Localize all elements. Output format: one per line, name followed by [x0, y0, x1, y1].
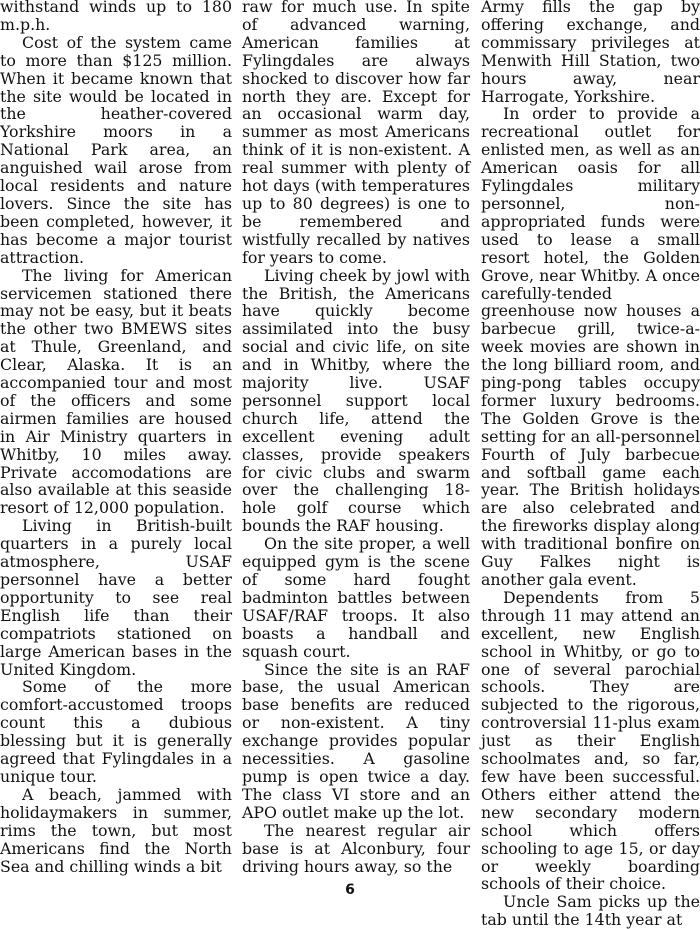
paragraph: The living for American servicemen stationed there may not be easy, but it beats the other two BMEWS sites at Thule, Greenland, and Clear, Alaska. It is an accompanied tour and most of the officers and some airmen families are housed in Air Ministry quarters in Whitby, 10 miles away. Private accomodations are also available at this seaside resort of 12,000 population.	[0, 265, 232, 518]
paragraph: Cost of the system came to more than $125 million. When it became known that the site would be located in the heather-covered Yorkshire moors in a National Park area, an anguished wail arose from local residents and nature lovers. Since the site has been completed, however, it has become a major tourist attraction.	[0, 32, 232, 267]
paragraph: Dependents from 5 through 11 may attend an excellent, new English school in Whitby, or go to one of several parochial schools. They are subjected to the rigorous, controversial 11-plus exam just as their English schoolmates and, so far, few have been successful. Others either attend the new secondary modern school which offers schooling to age 15, or day or weekly boarding schools of their choice.	[481, 587, 700, 894]
paragraph: A beach, jammed with holidaymakers in summer, rims the town, but most Americans find the North Sea and chilling winds a bit	[0, 784, 232, 876]
paragraph: Since the site is an RAF base, the usual American base benefits are reduced or non-existent. A tiny exchange provides popular necessities. A gasoline pump is open twice a day. The class VI store and an APO outlet make up the lot.	[242, 659, 470, 822]
text-column-2	[242, 0, 470, 875]
paragraph: The nearest regular air base is at Alconbury, four driving hours away, so the	[242, 820, 470, 876]
paragraph: Army fills the gap by offering exchange, and commissary privileges at Menwith Hill Station, two hours away, near Harrogate, Yorkshire.	[481, 0, 700, 106]
paragraph: raw for much use. In spite of advanced warning, American families at Fylingdales are always shocked to discover how far north they are. Except for an occasional warm day, summer as most Americans think of it is non-existent. A real summer with plenty of hot days (with temperatures up to 80 degrees) is one to be remembered and wistfully recalled by natives for years to come.	[242, 0, 470, 267]
paragraph: withstand winds up to 180 m.p.h.	[0, 0, 232, 34]
paragraph: Living in British-built quarters in a purely local atmosphere, USAF personnel have a better opportunity to see real English life than their compatriots stationed on large American bases in the United Kingdom.	[0, 516, 232, 679]
paragraph: In order to provide a recreational outlet for enlisted men, as well as an American oasis for all Fylingdales military personnel, non-appropriated funds were used to lease a small resort hotel, the Golden Grove, near Whitby. A once carefully-tended greenhouse now houses a barbecue grill, twice-a-week movies are shown in the long billiard room, and ping-pong tables occupy former luxury bedrooms. The Golden Grove is the setting for an all-personnel Fourth of July barbecue and softball game each year. The British holidays are also celebrated and the fireworks display along with traditional bonfire on Guy Falkes night is another gala event.	[481, 104, 700, 589]
paragraph: Living cheek by jowl with the British, the Americans have quickly become assimilated into the busy social and civic life, on site and in Whitby, where the majority live. USAF personnel support local church life, attend the excellent evening adult classes, provide speakers for civic clubs and swarm over the challenging 18-hole golf course which bounds the RAF housing.	[242, 265, 470, 536]
paragraph: Uncle Sam picks up the tab until the 14th year at	[481, 892, 700, 929]
text-column-1	[0, 0, 232, 875]
page-number: 6	[345, 882, 355, 898]
text-column-3	[481, 0, 700, 929]
paragraph: Some of the more comfort-accustomed troops count this a dubious blessing but it is generally agreed that Fylingdales in a unique tour.	[0, 677, 232, 786]
paragraph: On the site proper, a well equipped gym is the scene of some hard fought badminton battles between USAF/RAF troops. It also boasts a handball and squash court.	[242, 534, 470, 661]
